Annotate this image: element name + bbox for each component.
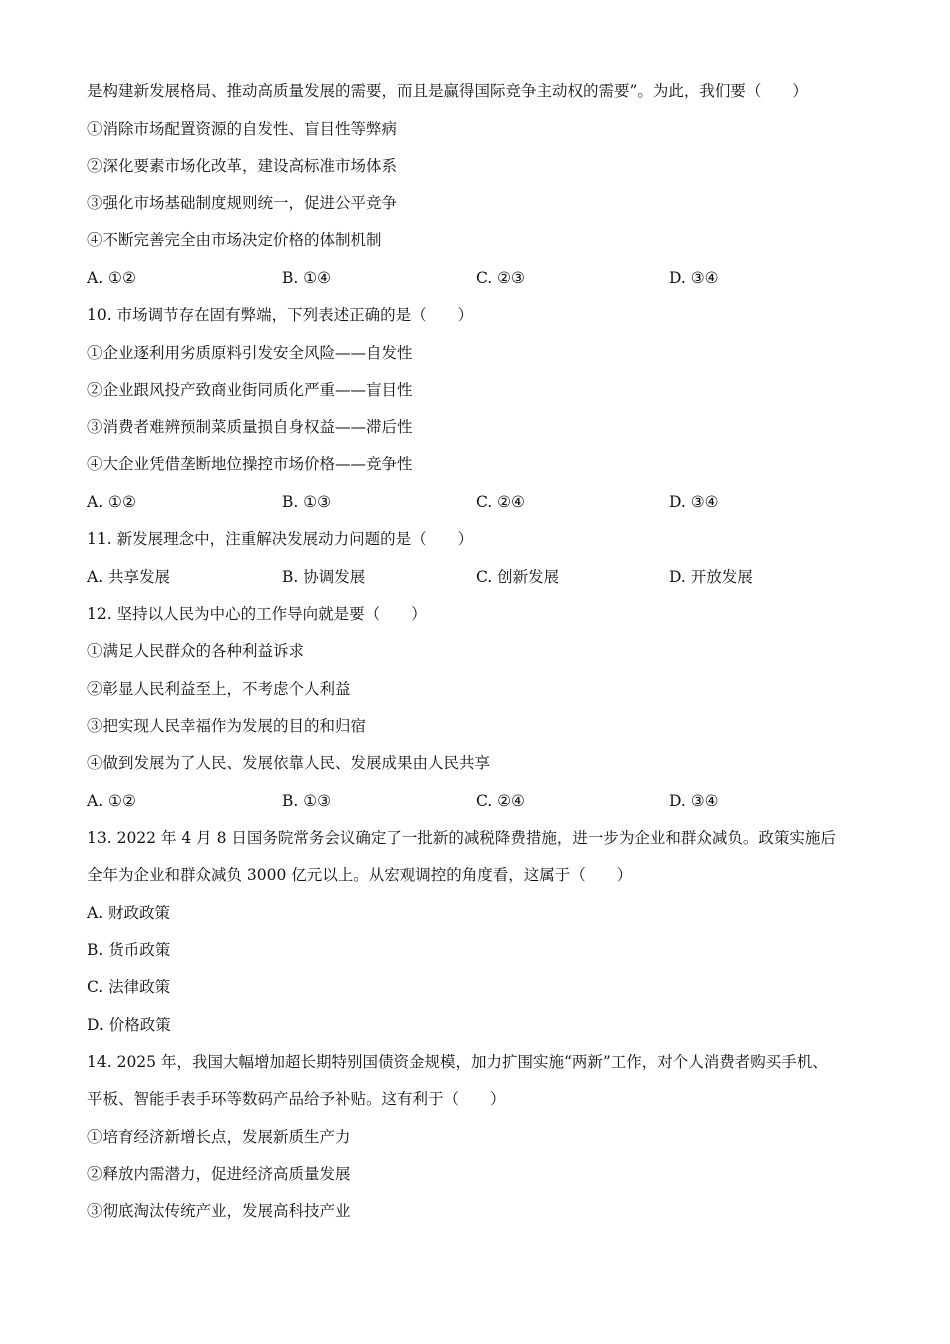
q12-item-2: ②彰显人民利益至上，不考虑个人利益 xyxy=(87,680,351,698)
q12-option-c[interactable]: C. ②④ xyxy=(476,792,525,810)
q9-item-4: ④不断完善完全由市场决定价格的体制机制 xyxy=(87,231,382,249)
q10-item-4: ④大企业凭借垄断地位操控市场价格——竞争性 xyxy=(87,455,413,473)
q14-stem-line-2: 平板、智能手表手环等数码产品给予补贴。这有利于（ ） xyxy=(87,1090,506,1108)
q10-item-2: ②企业跟风投产致商业街同质化严重——盲目性 xyxy=(87,381,413,399)
q12-item-1: ①满足人民群众的各种利益诉求 xyxy=(87,642,305,660)
q11-option-c[interactable]: C. 创新发展 xyxy=(476,568,560,586)
q14-item-3: ③彻底淘汰传统产业，发展高科技产业 xyxy=(87,1202,351,1220)
q10-stem: 10. 市场调节存在固有弊端，下列表述正确的是（ ） xyxy=(87,306,474,324)
q9-option-d[interactable]: D. ③④ xyxy=(669,269,719,287)
q9-item-1: ①消除市场配置资源的自发性、盲目性等弊病 xyxy=(87,120,398,138)
q13-option-b[interactable]: B. 货币政策 xyxy=(87,941,171,959)
q10-option-d[interactable]: D. ③④ xyxy=(669,493,719,511)
q12-options xyxy=(87,790,887,812)
q10-options xyxy=(87,491,887,513)
q11-stem: 11. 新发展理念中，注重解决发展动力问题的是（ ） xyxy=(87,530,474,548)
q13-option-a[interactable]: A. 财政政策 xyxy=(87,904,171,922)
q11-option-a[interactable]: A. 共享发展 xyxy=(87,568,171,586)
q9-stem: 是构建新发展格局、推动高质量发展的需要，而且是赢得国际竞争主动权的需要”。为此，我们要（ ） xyxy=(87,82,808,100)
q9-option-a[interactable]: A. ①② xyxy=(87,269,136,287)
q9-option-c[interactable]: C. ②③ xyxy=(476,269,525,287)
q9-options xyxy=(87,267,887,289)
q12-option-d[interactable]: D. ③④ xyxy=(669,792,719,810)
q13-stem-line-2: 全年为企业和群众减负 3000 亿元以上。从宏观调控的角度看，这属于（ ） xyxy=(87,866,633,884)
q11-option-b[interactable]: B. 协调发展 xyxy=(282,568,366,586)
q13-option-c[interactable]: C. 法律政策 xyxy=(87,978,171,996)
q12-item-4: ④做到发展为了人民、发展依靠人民、发展成果由人民共享 xyxy=(87,754,491,772)
q10-item-3: ③消费者难辨预制菜质量损自身权益——滞后性 xyxy=(87,418,413,436)
q10-item-1: ①企业逐利用劣质原料引发安全风险——自发性 xyxy=(87,344,413,362)
q14-stem-line-1: 14. 2025 年，我国大幅增加超长期特别国债资金规模，加力扩围实施“两新”工作，对个人消费者购买手机、 xyxy=(87,1053,828,1071)
q13-option-d[interactable]: D. 价格政策 xyxy=(87,1016,171,1034)
q12-option-b[interactable]: B. ①③ xyxy=(282,792,332,810)
q9-option-b[interactable]: B. ①④ xyxy=(282,269,332,287)
q12-option-a[interactable]: A. ①② xyxy=(87,792,136,810)
q13-stem-line-1: 13. 2022 年 4 月 8 日国务院常务会议确定了一批新的减税降费措施，进一步为企业和群众减负。政策实施后 xyxy=(87,829,836,847)
q14-item-1: ①培育经济新增长点，发展新质生产力 xyxy=(87,1128,351,1146)
q9-item-2: ②深化要素市场化改革，建设高标准市场体系 xyxy=(87,157,398,175)
q10-option-b[interactable]: B. ①③ xyxy=(282,493,332,511)
q11-options xyxy=(87,566,887,588)
q9-item-3: ③强化市场基础制度规则统一，促进公平竞争 xyxy=(87,194,398,212)
q12-item-3: ③把实现人民幸福作为发展的目的和归宿 xyxy=(87,717,367,735)
q14-item-2: ②释放内需潜力，促进经济高质量发展 xyxy=(87,1165,351,1183)
q11-option-d[interactable]: D. 开放发展 xyxy=(669,568,753,586)
q10-option-a[interactable]: A. ①② xyxy=(87,493,136,511)
q10-option-c[interactable]: C. ②④ xyxy=(476,493,525,511)
q12-stem: 12. 坚持以人民为中心的工作导向就是要（ ） xyxy=(87,605,427,623)
